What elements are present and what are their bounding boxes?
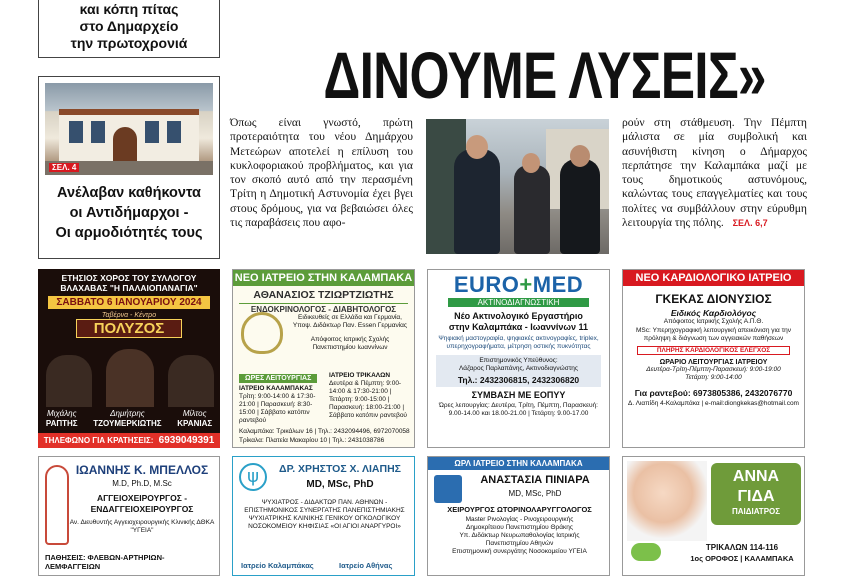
main-headline bbox=[240, 0, 850, 110]
top-left-teaser bbox=[38, 0, 220, 58]
hours-head: ΩΡΕΣ ΛΕΙΤΟΥΡΓΙΑΣ bbox=[239, 374, 317, 383]
page-ref: ΣΕΛ. 6,7 bbox=[732, 218, 768, 229]
logo-right: MED bbox=[532, 272, 584, 297]
venue-small: Ταβέρνα - Κέντρο bbox=[101, 312, 157, 319]
artist-first: Μιχάλης bbox=[46, 409, 77, 418]
dance-date: ΣΑΒΒΑΤΟ 6 ΙΑΝΟΥΑΡΙΟΥ 2024 bbox=[48, 296, 210, 309]
tri-hours: Δευτέρα & Πέμπτη: 9:00-14:00 & 17:30-21:00 | Τετάρτη: 9:00-15:00 | Παρασκευή: 18:00-21:00 | Σάββατο κατόπιν ραντεβού bbox=[329, 380, 407, 419]
ad-annual-dance bbox=[38, 269, 220, 448]
artist-photo bbox=[106, 349, 154, 407]
kal-clinic bbox=[239, 385, 323, 425]
left-story bbox=[38, 76, 220, 259]
dance-title-line: ΕΤΗΣΙΟΣ ΧΟΡΟΣ ΤΟΥ ΣΥΛΛΟΓΟΥ bbox=[61, 273, 197, 283]
doctor-msc: MSc: Υπερηχογραφική λειτουργική απεικόνιση για την πρόληψη & διάγνωση των αγγειακών παθήσεων bbox=[635, 327, 792, 342]
doctor-desc: Αν. Διευθυντής Αγγειοχειρουργικής Κλινικής ΔΘΚΑ "ΥΓΕΙΑ" bbox=[69, 519, 215, 534]
phone-number: 6939049391 bbox=[158, 435, 215, 446]
person-figure bbox=[560, 159, 600, 254]
article-column-2-text: ρούν στη στάθμευση. Την Πέμπτη μάλιστα σε μία συμβολική και ασυνήθιστη κίνηση ο Δήμαρχος περπάτησε την Καλαμπάκα μαζί με τους δημοτικούς αστυνόμους, καλώντας τους επαγγελματίες και τους πολίτες να συμβάλλουν στην εύρυθμη λειτουργία της πόλης. bbox=[622, 116, 807, 230]
doctor-desc-2: Απόφοιτος Ιατρικής Σχολής Πανεπιστημίου Ιωαννίνων bbox=[310, 336, 390, 351]
piniara-line: Υπ. Διδάκτωρ Νευρωπαθολογίας Ιατρικής bbox=[459, 532, 580, 539]
doctor-spec: ΠΑΙΔΙΑΤΡΟΣ bbox=[731, 507, 781, 516]
addr-2: Τρίκαλα: Πλατεία Μακαρίου 10 | Τηλ.: 2431038786 bbox=[239, 437, 385, 444]
heart-icon bbox=[631, 543, 661, 561]
mpellos-footer: ΠΑΘΗΣΕΙΣ: ΦΛΕΒΩΝ-ΑΡΤΗΡΙΩΝ-ΛΕΜΦΑΓΓΕΙΩΝ bbox=[45, 553, 165, 571]
artist-last: ΡΑΠΤΗΣ bbox=[45, 419, 78, 428]
doctor-specialty: ΕΝΔΟΚΡΙΝΟΛΟΓΟΣ - ΔΙΑΒΗΤΟΛΟΓΟΣ bbox=[239, 303, 408, 314]
hours-head: ΩΡΑΡΙΟ ΛΕΙΤΟΥΡΓΙΑΣ ΙΑΤΡΕΙΟΥ bbox=[659, 359, 768, 366]
addr-1: Καλαμπάκα: Τρικάλων 16 | Τηλ.: 2432094496, 6972070058 bbox=[239, 428, 410, 435]
phone-label: ΤΗΛΕΦΩΝΟ ΓΙΑ ΚΡΑΤΗΣΕΙΣ: bbox=[43, 436, 154, 445]
spec-1: ΑΓΓΕΙΟΧΕΙΡΟΥΡΓΟΣ - bbox=[96, 493, 188, 503]
dance-phone-bar bbox=[38, 433, 220, 448]
euromed-title-1: Νέο Ακτινολογικό Εργαστήριο bbox=[454, 311, 583, 321]
person-figure bbox=[454, 149, 500, 254]
doctor-degree: M.D, Ph.D, M.Sc bbox=[112, 479, 172, 488]
gida-addr-1: ΤΡΙΚΑΛΩΝ 114-116 bbox=[705, 543, 779, 552]
logo-left: EURO bbox=[453, 272, 520, 297]
artist-first: Δημήτρης bbox=[110, 409, 145, 418]
doctor-sub: Απόφοιτος Ιατρικής Σχολής Α.Π.Θ. bbox=[663, 318, 764, 325]
doctor-degree: MD, MSc, PhD bbox=[306, 479, 374, 490]
doctor-desc-1: Ειδικευθείς σε Ελλάδα και Γερμανία, Υποψ. Διδάκτωρ Παν. Essen Γερμανίας bbox=[292, 314, 408, 329]
story-line: οι Αντιδήμαρχοι - bbox=[69, 205, 189, 221]
spec-2: ΕΝΔΑΓΓΕΙΟΧΕΙΡΟΥΡΓΟΣ bbox=[90, 504, 194, 514]
psi-icon: ψ bbox=[239, 463, 267, 491]
euromed-subtitle: ΑΚΤΙΝΟΔΙΑΓΝΩΣΤΙΚΗ bbox=[448, 298, 589, 307]
doctor-spec: ΧΕΙΡΟΥΡΓΟΣ ΩΤΟΡΙΝΟΛΑΡΥΓΓΟΛΟΓΟΣ bbox=[447, 505, 592, 514]
liapis-footer-2: Ιατρείο Αθήνας bbox=[339, 561, 393, 570]
gekas-phones: Για ραντεβού: 6973805386, 2432076770 bbox=[634, 388, 793, 398]
tri-clinic bbox=[329, 372, 411, 420]
artist-last: ΚΡΑΝΙΑΣ bbox=[177, 419, 213, 428]
doctor-name: ΙΩΑΝΝΗΣ Κ. ΜΠΕΛΛΟΣ bbox=[75, 463, 209, 477]
doctor-desc: ΨΥΧΙΑΤΡΟΣ - ΔΙΔΑΚΤΩΡ ΠΑΝ. ΑΘΗΝΩΝ - ΕΠΙΣΤΗΜΟΝΙΚΟΣ ΣΥΝΕΡΓΑΤΗΣ ΠΑΝΕΠΙΣΤΗΜΙΑΚΗΣ ΨΥΧΙΑΤΡΙΚΗΣ ΚΛΙΝΙΚΗΣ ΓΕΝΙΚΟΥ ΟΓΚΟΛΟΓΙΚΟΥ ΝΟΣΟΚΟΜΕΙΟΥ ΚΗΦΙΣΙΑΣ «ΟΙ ΑΓΙΟΙ ΑΝΑΡΓΥΡΟΙ» bbox=[244, 499, 405, 530]
hours-2: Τετάρτη: 9:00-14:00 bbox=[685, 374, 742, 381]
kal-hours: Τρίτη: 9:00-14:00 & 17:30-21:00 | Παρασκευή: 8:30-15:00 | Σάββατο κατόπιν ραντεβού bbox=[239, 393, 316, 424]
artist-photo bbox=[168, 355, 214, 407]
euromed-title-2: στην Καλαμπάκα - Ιωαννίνων 11 bbox=[448, 322, 589, 332]
euromed-info-box bbox=[436, 355, 601, 387]
teaser-line: και κόπη πίτας bbox=[79, 1, 179, 17]
resp-name: Λάζαρος Παρλαπάνης, Ακτινοδιαγνώστης bbox=[458, 365, 579, 372]
artist-first: Μίλτος bbox=[182, 409, 207, 418]
piniara-line: Επιστημονική συνεργάτης Νοσοκομείου ΥΓΕΙΑ bbox=[452, 548, 587, 555]
gekas-addr: Δ. Λιαπίδη 4-Καλαμπάκα | e-mail:diongkekas@hotmail.com bbox=[628, 400, 799, 407]
story-line: Ανέλαβαν καθήκοντα bbox=[57, 185, 201, 201]
ad-gekas bbox=[622, 269, 805, 448]
doctor-name: ΑΘΑΝΑΣΙΟΣ ΤΖΙΩΡΤΖΙΩΤΗΣ bbox=[253, 289, 394, 301]
resp-label: Επιστημονικός Υπεύθυνος: bbox=[479, 357, 558, 364]
ad-header: ΝΕΟ ΙΑΤΡΕΙΟ ΣΤΗΝ ΚΑΛΑΜΠΑΚΑ bbox=[234, 272, 413, 284]
doctor-title: Ειδικός Καρδιολόγος bbox=[670, 308, 757, 318]
artist-1 bbox=[46, 409, 78, 428]
artist-last: ΤΖΟΥΜΕΡΚΙΩΤΗΣ bbox=[93, 419, 162, 428]
euromed-services: Ψηφιακή μαστογραφία, ψηφιακές ακτινογραφίες, triplex, υπερηχογραφήματα, μέτρηση οστικής πυκνότητας bbox=[438, 335, 599, 350]
article-column-1: Όπως είναι γνωστό, πρώτη προτεραιότητα του νέου Δημάρχου Μετεώρων αποτελεί η επίλυση του κυκλοφοριακού προβλήματος, και για τον σκοπό αυτό από την περασμένη Τρίτη η Δημοτική Αστυνομία έχει βγει στους δρόμους, για να βεβαιώσει όλες τις παραβάσεις που αφο- bbox=[230, 116, 413, 230]
doctor-name-box bbox=[711, 463, 801, 525]
piniara-line: Πανεπιστημίου Αθηνών bbox=[485, 540, 554, 547]
name-1: ΑΝΝΑ bbox=[732, 468, 780, 485]
ad-gida bbox=[622, 456, 805, 576]
plus-icon: + bbox=[519, 272, 533, 297]
euromed-hours: Ώρες λειτουργίας: Δευτέρα, Τρίτη, Πέμπτη, Παρασκευή: 9.00-14.00 και 18.00-21.00 | Τετάρτη: 9.00-17.00 bbox=[439, 402, 598, 417]
doctor-name: ΓΚΕΚΑΣ ΔΙΟΝΥΣΙΟΣ bbox=[655, 292, 772, 306]
dance-title-line: ΒΛΑΧΑΒΑΣ "Η ΠΑΛΑΙΟΠΑΝΑΓΙΑ" bbox=[60, 283, 198, 293]
piniara-line: Master Ρινολογίας - Ρινοχειρουργικής bbox=[465, 516, 574, 523]
ad-piniara bbox=[427, 456, 610, 576]
name-2: ΓΙΔΑ bbox=[737, 488, 775, 505]
teaser-line: την πρωτοχρονιά bbox=[70, 35, 188, 51]
thyroid-icon bbox=[241, 312, 283, 354]
piniara-line: Δημοκρίτειου Πανεπιστημίου Θράκης bbox=[466, 524, 573, 531]
ad-euromed bbox=[427, 269, 610, 448]
euromed-logo bbox=[428, 272, 609, 298]
tri-head: ΙΑΤΡΕΙΟ ΤΡΙΚΑΛΩΝ bbox=[329, 372, 391, 379]
euromed-tel: Τηλ.: 2432306815, 2432306820 bbox=[457, 375, 580, 385]
artist-3 bbox=[177, 409, 212, 428]
artist-photo bbox=[46, 355, 92, 407]
doctor-degree: MD, MSc, PhD bbox=[508, 489, 562, 498]
headline-text: ΔΙΝΟΥΜΕ ΛΥΣΕΙΣ» bbox=[323, 38, 767, 112]
baby-photo bbox=[627, 461, 707, 541]
teaser-line: στο Δημαρχείο bbox=[79, 18, 179, 34]
building-photo bbox=[45, 83, 213, 175]
article-column-2 bbox=[622, 116, 807, 230]
ad-header: ΩΡΛ ΙΑΤΡΕΙΟ ΣΤΗΝ ΚΑΛΑΜΠΑΚΑ bbox=[428, 457, 609, 470]
cardio-check: ΠΛΗΡΗΣ ΚΑΡΔΙΟΛΟΓΙΚΟΣ ΕΛΕΓΧΟΣ bbox=[637, 346, 790, 355]
euromed-contract: ΣΥΜΒΑΣΗ ΜΕ ΕΟΠΥΥ bbox=[471, 390, 566, 400]
hours-1: Δευτέρα-Τρίτη-Πέμπτη-Παρασκευή: 9:00-19:00 bbox=[646, 366, 781, 373]
ad-header: ΝΕΟ ΚΑΡΔΙΟΛΟΓΙΚΟ ΙΑΤΡΕΙΟ bbox=[623, 270, 804, 286]
story-line: Οι αρμοδιότητές τους bbox=[55, 225, 203, 241]
doctor-name: ΑΝΑΣΤΑΣΙΑ ΠΙΝΙΑΡΑ bbox=[480, 474, 590, 486]
kal-head: ΙΑΤΡΕΙΟ ΚΑΛΑΜΠΑΚΑΣ bbox=[239, 385, 313, 392]
ad-tziortziotis bbox=[232, 269, 415, 448]
article-photo bbox=[426, 119, 609, 254]
liapis-footer-1: Ιατρείο Καλαμπάκας bbox=[241, 561, 314, 570]
artist-2 bbox=[93, 409, 161, 428]
ad-liapis bbox=[232, 456, 415, 576]
person-figure bbox=[514, 165, 550, 254]
ad-mpellos bbox=[38, 456, 220, 576]
ent-icon bbox=[434, 475, 462, 503]
doctor-name: ΔΡ. ΧΡΗΣΤΟΣ Χ. ΛΙΑΠΗΣ bbox=[279, 463, 401, 475]
venue-name: ΠΟΛΥΖΟΣ bbox=[76, 319, 182, 338]
gida-addr-2: 1ος ΟΡΟΦΟΣ | ΚΑΛΑΜΠΑΚΑ bbox=[690, 554, 794, 563]
section-tag: ΣΕΛ. 4 bbox=[49, 163, 79, 172]
